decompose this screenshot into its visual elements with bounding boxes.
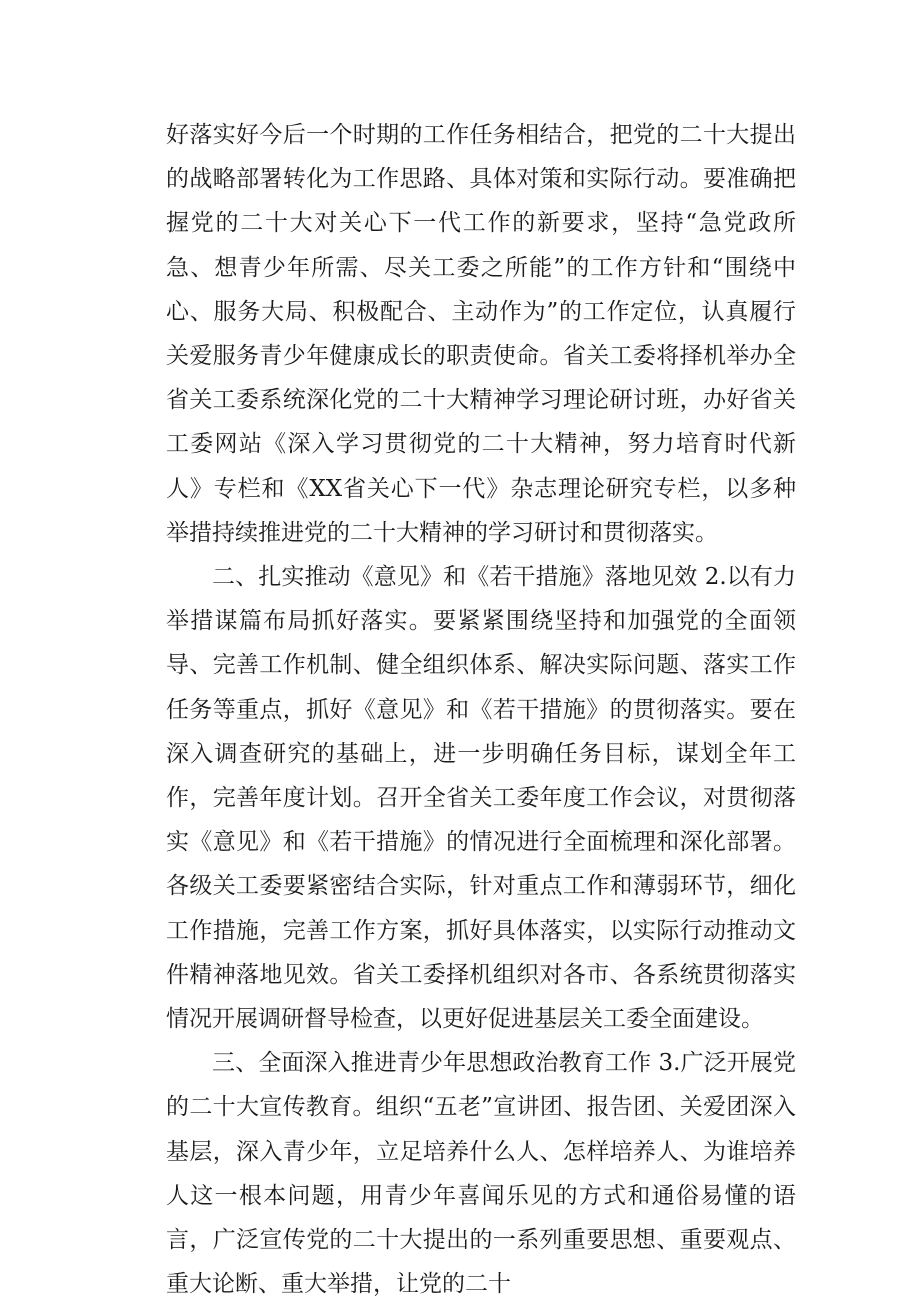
paragraph-section-three: 三、全面深入推进青少年思想政治教育工作 3.广泛开展党的二十大宣传教育。组织“五老”宣讲团、报告团、关爱团深入基层，深入青少年，立足培养什么人、怎样培养人、为谁培养人这一根本问题，用青少年喜闻乐见的方式和通俗易懂的语言，广泛宣传党的二十大提出的一系列重要思想、重要观点、重大论断、重大举措，让党的二十: [166, 1050, 796, 1298]
document-body: [166, 113, 796, 1306]
paragraph-section-two: 二、扎实推动《意见》和《若干措施》落地见效 2.以有力举措谋篇布局抓好落实。要紧紧围绕坚持和加强党的全面领导、完善工作机制、健全组织体系、解决实际问题、落实工作任务等重点，抓好《意见》和《若干措施》的贯彻落实。要在深入调查研究的基础上，进一步明确任务目标，谋划全年工作，完善年度计划。召开全省关工委年度工作会议，对贯彻落实《意见》和《若干措施》的情况进行全面梳理和深化部署。各级关工委要紧密结合实际，针对重点工作和薄弱环节，细化工作措施，完善工作方案，抓好具体落实，以实际行动推动文件精神落地见效。省关工委择机组织对各市、各系统贯彻落实情况开展调研督导检查，以更好促进基层关工委全面建设。: [166, 564, 796, 1033]
paragraph-continuation: 好落实好今后一个时期的工作任务相结合，把党的二十大提出的战略部署转化为工作思路、具体对策和实际行动。要准确把握党的二十大对关心下一代工作的新要求，坚持“急党政所急、想青少年所需、尽关工委之所能”的工作方针和“围绕中心、服务大局、积极配合、主动作为”的工作定位，认真履行关爱服务青少年健康成长的职责使命。省关工委将择机举办全省关工委系统深化党的二十大精神学习理论研讨班，办好省关工委网站《深入学习贯彻党的二十大精神，努力培育时代新人》专栏和《XX省关心下一代》杂志理论研究专栏，以多种举措持续推进党的二十大精神的学习研讨和贯彻落实。: [166, 122, 796, 546]
